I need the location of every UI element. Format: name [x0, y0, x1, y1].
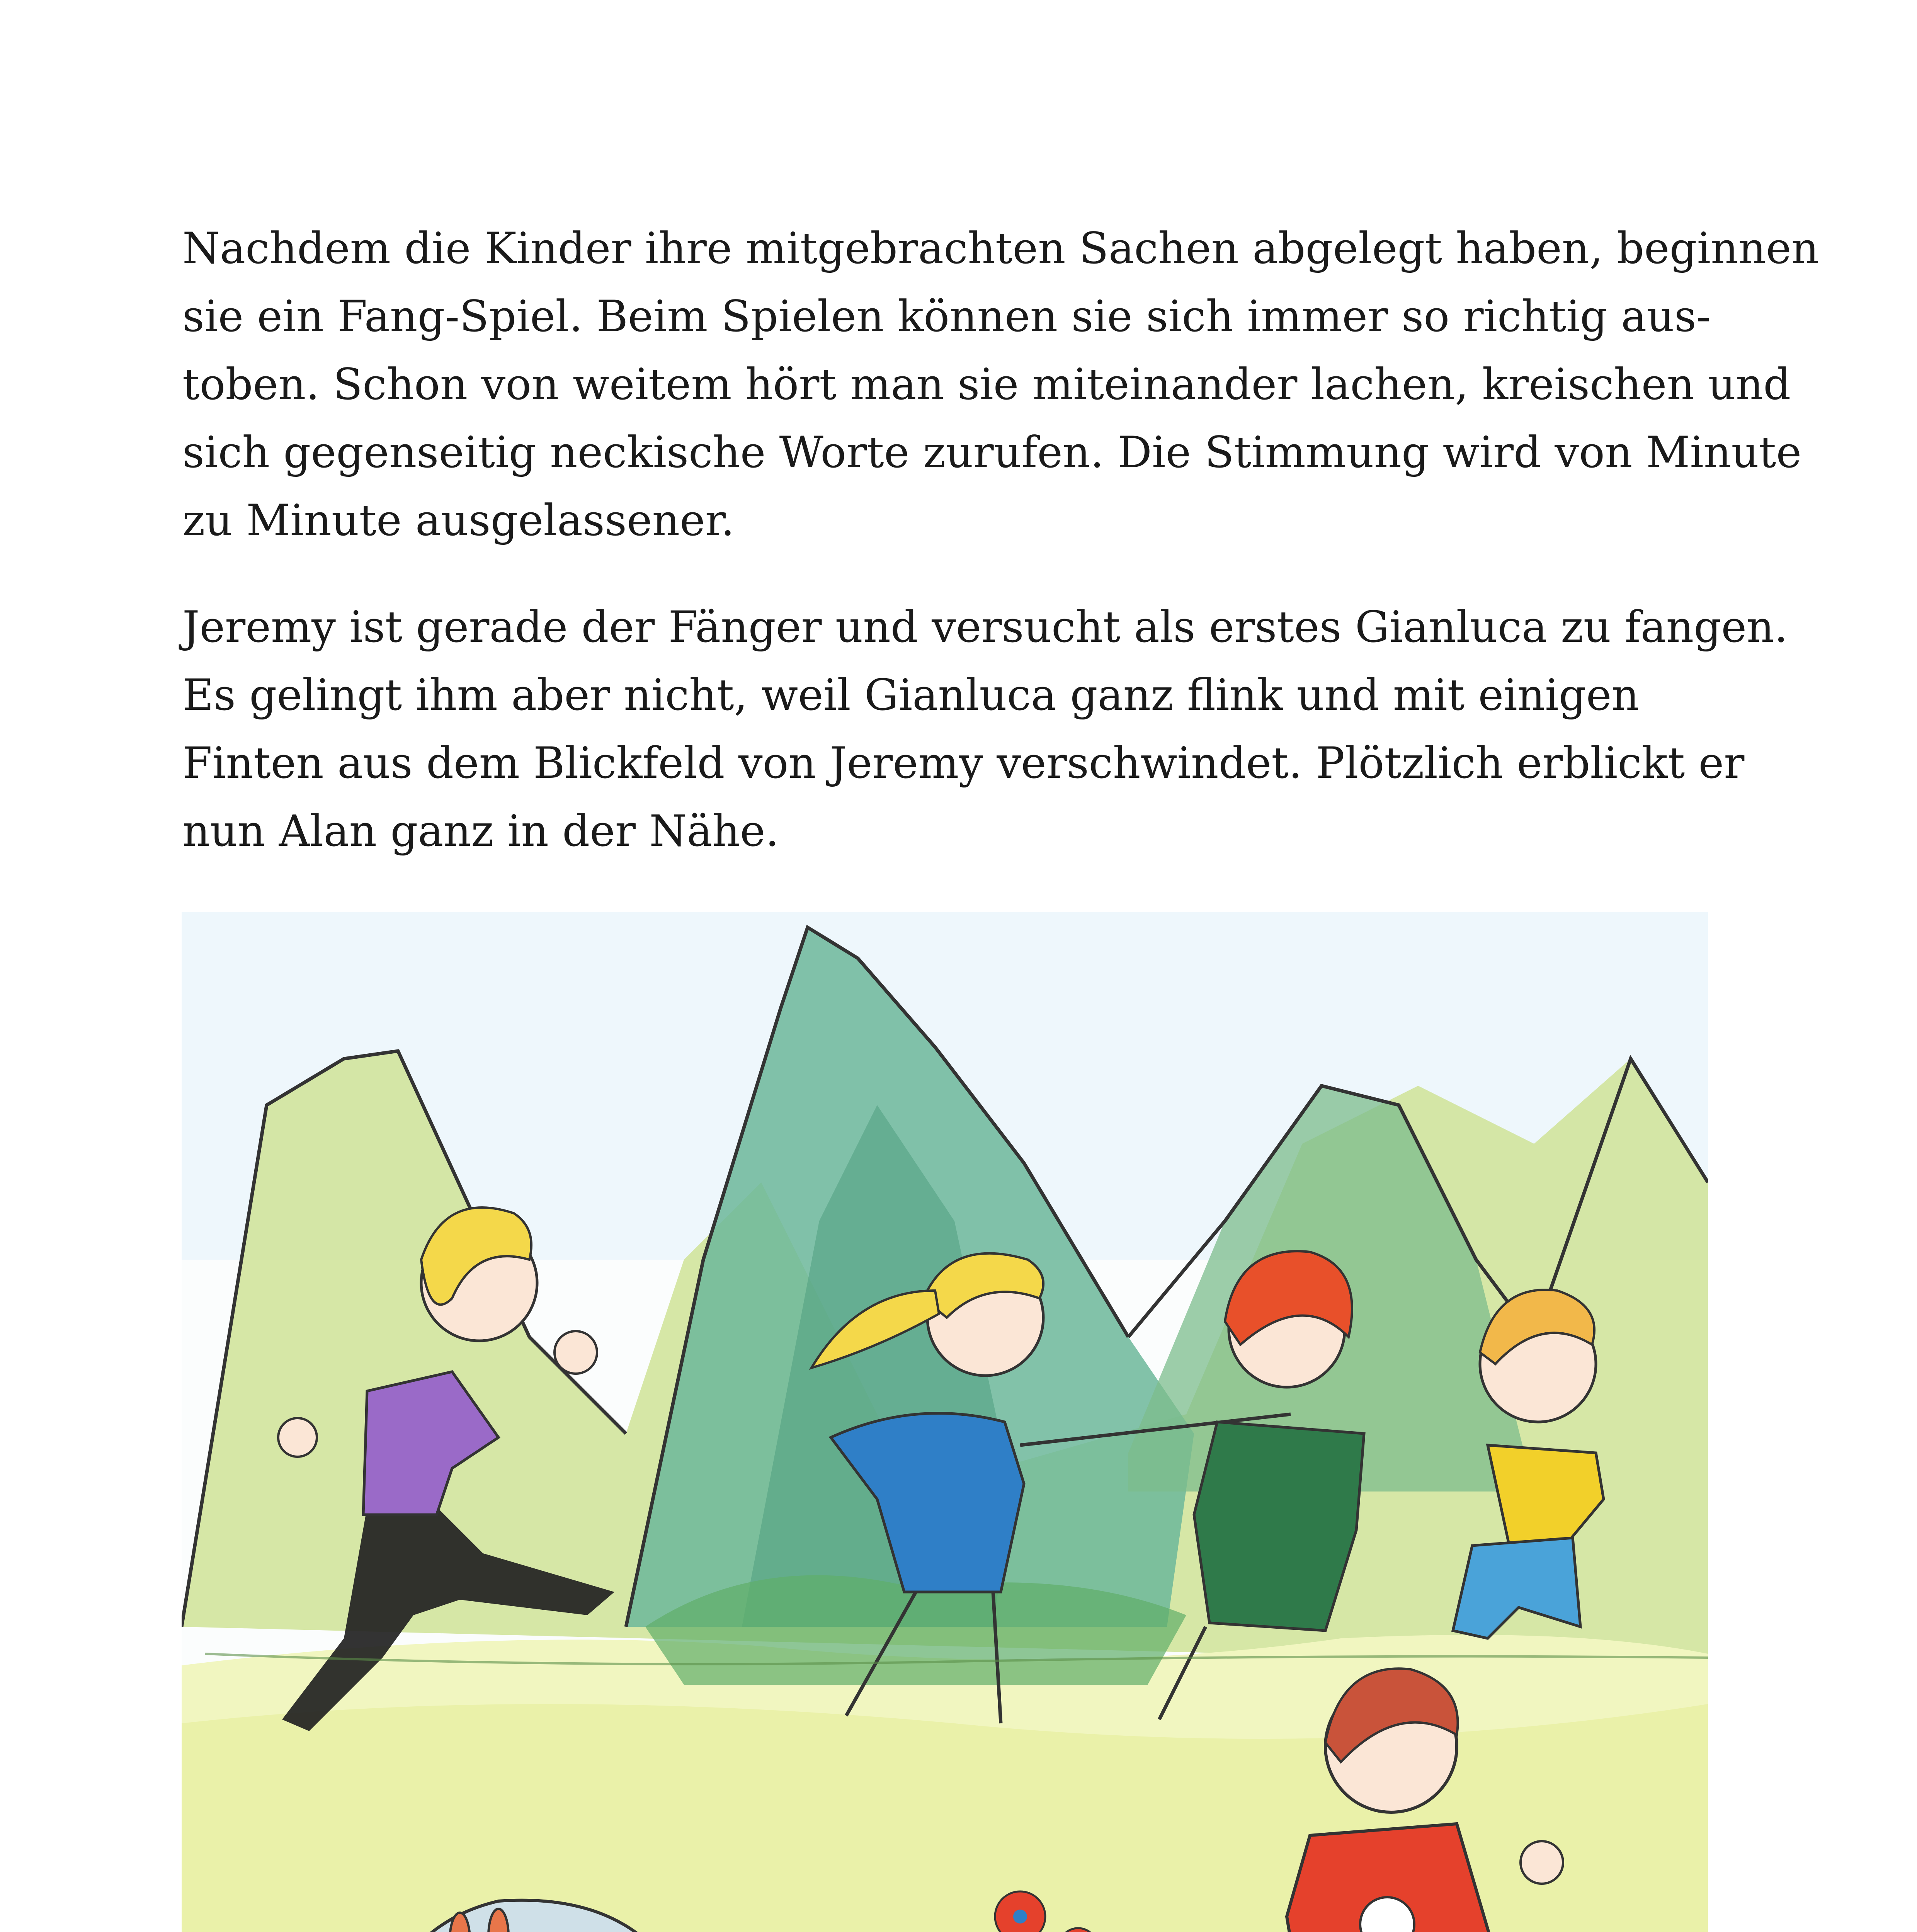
text-line: zu Minute ausgelassener.	[182, 496, 735, 546]
text-line: Finten aus dem Blickfeld von Jeremy verschwindet. Plötzlich erblickt er	[182, 738, 1745, 788]
text-line: Nachdem die Kinder ihre mitgebrachten Sachen abgelegt haben, beginnen	[182, 224, 1819, 274]
paragraph-2	[182, 594, 1788, 866]
illustration-drawing	[182, 912, 1708, 1932]
text-line: nun Alan ganz in der Nähe.	[182, 806, 779, 856]
text-line: sich gegenseitig neckische Worte zurufen. Die Stimmung wird von Minute	[182, 428, 1802, 478]
text-line: Es gelingt ihm aber nicht, weil Gianluca ganz flink und mit einigen	[182, 670, 1639, 720]
text-line: sie ein Fang-Spiel. Beim Spielen können sie sich immer so richtig aus-	[182, 292, 1711, 342]
watercolor-illustration	[182, 912, 1708, 1932]
text-line: Jeremy ist gerade der Fänger und versucht als erstes Gianluca zu fangen.	[182, 602, 1788, 652]
text-line: toben. Schon von weitem hört man sie miteinander lachen, kreischen und	[182, 360, 1791, 410]
paragraph-1	[182, 215, 1819, 555]
